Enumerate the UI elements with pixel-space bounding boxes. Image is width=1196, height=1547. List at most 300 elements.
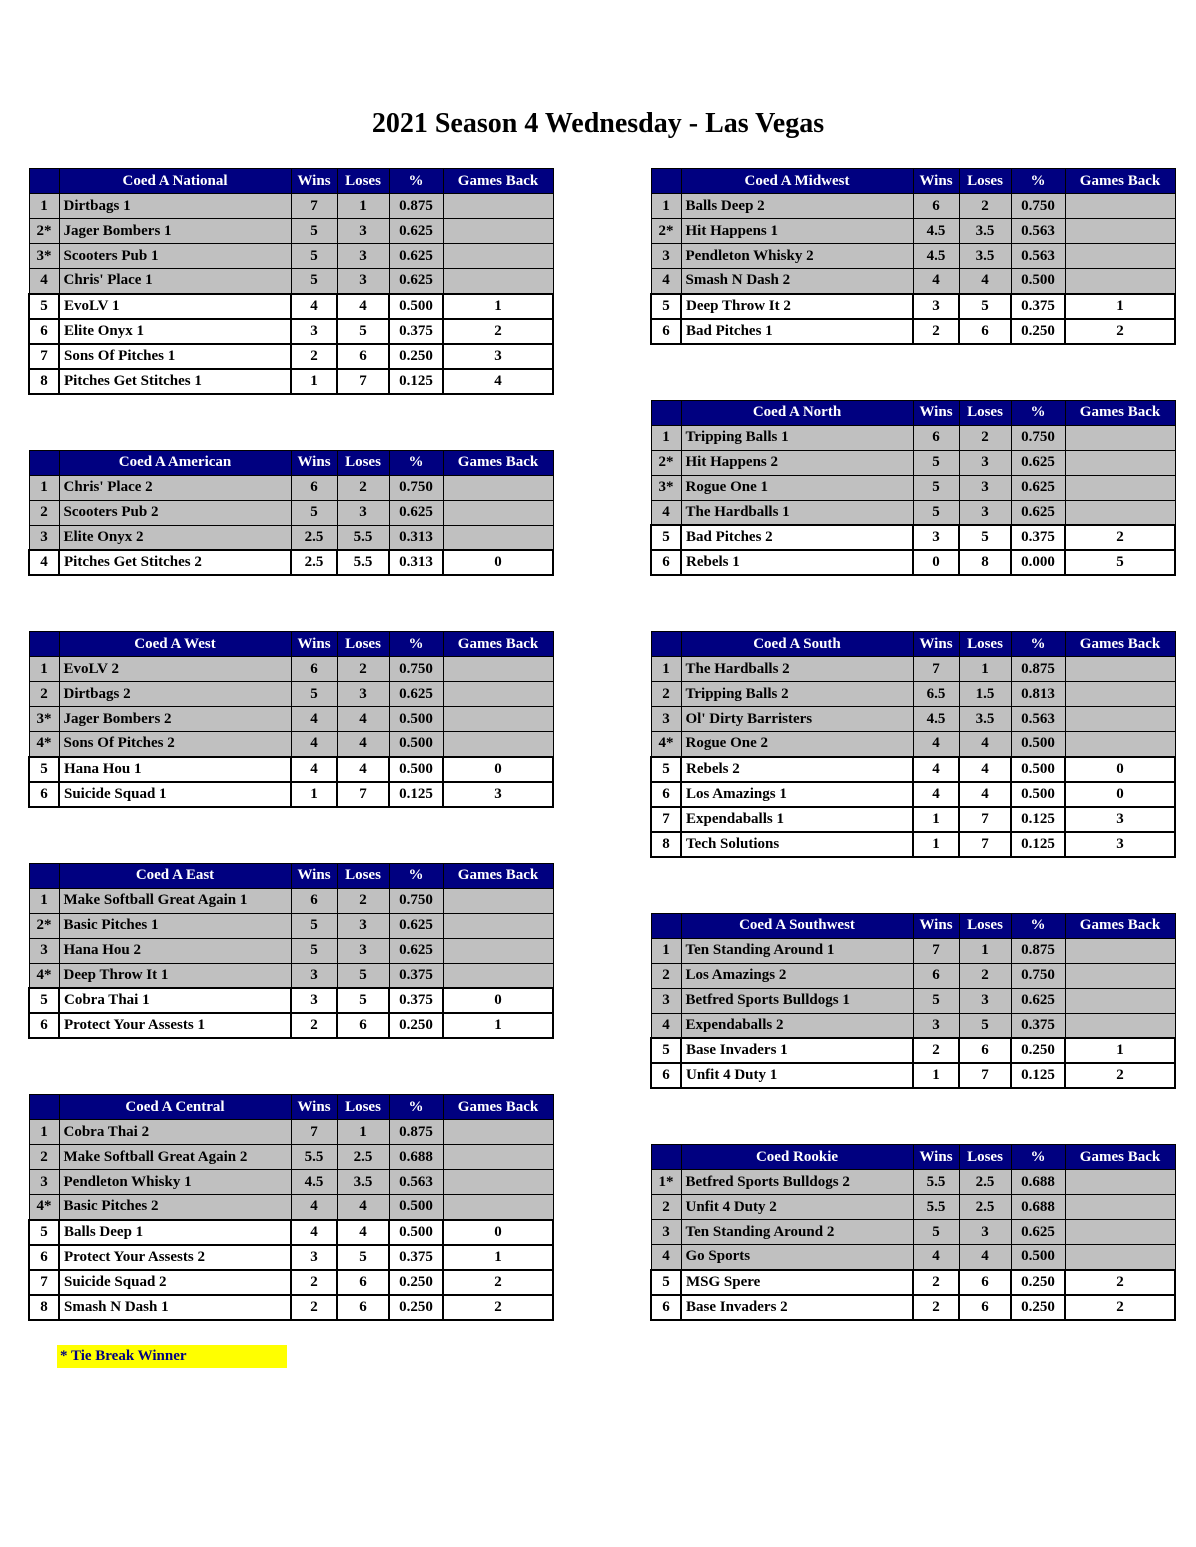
team-name-cell: Expendaballs 1	[681, 807, 913, 832]
header-row	[651, 632, 1175, 657]
rank-cell: 3	[29, 1170, 59, 1195]
loses-cell: 3.5	[959, 219, 1011, 244]
rank-cell: 3*	[29, 244, 59, 269]
games-back-cell	[1065, 194, 1175, 219]
team-name-cell: Tech Solutions	[681, 832, 913, 857]
loses-cell: 4	[959, 732, 1011, 757]
wins-cell: 5	[913, 475, 959, 500]
pct-cell: 0.625	[1011, 500, 1065, 525]
team-name-cell: Tripping Balls 2	[681, 682, 913, 707]
rank-cell: 4	[651, 269, 681, 294]
rank-cell: 6	[29, 1245, 59, 1270]
loses-header: Loses	[959, 913, 1011, 938]
games-back-cell: 2	[1065, 1270, 1175, 1295]
team-row	[29, 988, 553, 1013]
pct-cell: 0.125	[1011, 832, 1065, 857]
team-name-cell: Elite Onyx 2	[59, 525, 291, 550]
games-back-cell	[1065, 475, 1175, 500]
pct-cell: 0.750	[1011, 963, 1065, 988]
wins-header: Wins	[913, 1145, 959, 1170]
loses-cell: 2.5	[959, 1170, 1011, 1195]
pct-cell: 0.625	[389, 682, 443, 707]
rank-cell: 6	[651, 1295, 681, 1320]
division-title: Coed A National	[59, 169, 291, 194]
games-back-header: Games Back	[443, 169, 553, 194]
pct-cell: 0.125	[389, 782, 443, 807]
team-row	[651, 1063, 1175, 1088]
loses-cell: 1	[337, 1120, 389, 1145]
wins-cell: 6	[913, 194, 959, 219]
loses-cell: 7	[337, 369, 389, 394]
loses-cell: 3	[337, 244, 389, 269]
games-back-cell	[443, 1145, 553, 1170]
rank-cell: 6	[29, 1013, 59, 1038]
loses-cell: 4	[337, 294, 389, 319]
standings-table	[650, 913, 1176, 1090]
wins-cell: 3	[913, 1013, 959, 1038]
games-back-header: Games Back	[1065, 400, 1175, 425]
pct-cell: 0.750	[389, 475, 443, 500]
team-row	[29, 782, 553, 807]
pct-cell: 0.875	[1011, 657, 1065, 682]
wins-cell: 6	[291, 475, 337, 500]
team-name-cell: Suicide Squad 2	[59, 1270, 291, 1295]
team-name-cell: Betfred Sports Bulldogs 2	[681, 1170, 913, 1195]
team-row	[651, 525, 1175, 550]
loses-cell: 3	[337, 913, 389, 938]
rank-cell: 1	[651, 425, 681, 450]
loses-cell: 6	[337, 1013, 389, 1038]
tie-break-footnote: * Tie Break Winner	[57, 1345, 287, 1368]
wins-header: Wins	[291, 632, 337, 657]
wins-cell: 3	[291, 988, 337, 1013]
rank-cell: 6	[29, 319, 59, 344]
pct-cell: 0.875	[1011, 938, 1065, 963]
pct-header: %	[389, 169, 443, 194]
rank-cell: 6	[29, 782, 59, 807]
team-name-cell: Elite Onyx 1	[59, 319, 291, 344]
wins-cell: 5.5	[913, 1170, 959, 1195]
loses-cell: 6	[337, 1295, 389, 1320]
team-row	[29, 1295, 553, 1320]
wins-cell: 1	[913, 807, 959, 832]
pct-cell: 0.375	[389, 988, 443, 1013]
team-name-cell: Base Invaders 1	[681, 1038, 913, 1063]
team-row	[29, 475, 553, 500]
games-back-cell	[1065, 425, 1175, 450]
header-row	[651, 400, 1175, 425]
wins-cell: 4	[913, 269, 959, 294]
wins-cell: 0	[913, 550, 959, 575]
pct-cell: 0.563	[1011, 707, 1065, 732]
loses-cell: 5.5	[337, 525, 389, 550]
loses-cell: 2	[959, 963, 1011, 988]
standings-table	[28, 168, 554, 395]
standings-table	[28, 1094, 554, 1321]
header-row	[29, 863, 553, 888]
games-back-cell	[1065, 1013, 1175, 1038]
page-title: 2021 Season 4 Wednesday - Las Vegas	[371, 108, 825, 139]
team-name-cell: Unfit 4 Duty 1	[681, 1063, 913, 1088]
rank-cell: 8	[29, 369, 59, 394]
team-name-cell: Basic Pitches 2	[59, 1195, 291, 1220]
loses-cell: 6	[337, 1270, 389, 1295]
wins-header: Wins	[913, 169, 959, 194]
standings-table	[28, 450, 554, 577]
rank-cell: 8	[651, 832, 681, 857]
team-name-cell: Ol' Dirty Barristers	[681, 707, 913, 732]
wins-cell: 6	[913, 963, 959, 988]
standings-table	[650, 1144, 1176, 1321]
wins-cell: 2	[291, 344, 337, 369]
games-back-cell: 3	[1065, 807, 1175, 832]
rank-cell: 7	[29, 344, 59, 369]
pct-cell: 0.313	[389, 550, 443, 575]
wins-cell: 7	[291, 194, 337, 219]
team-row	[651, 1195, 1175, 1220]
pct-header: %	[1011, 400, 1065, 425]
team-name-cell: Bad Pitches 1	[681, 319, 913, 344]
rank-cell: 4*	[29, 1195, 59, 1220]
team-row	[29, 1170, 553, 1195]
wins-cell: 5	[291, 500, 337, 525]
rank-cell: 5	[651, 1038, 681, 1063]
team-row	[29, 938, 553, 963]
team-row	[651, 807, 1175, 832]
loses-cell: 5	[959, 525, 1011, 550]
team-row	[29, 1013, 553, 1038]
division-title: Coed A North	[681, 400, 913, 425]
rank-cell: 5	[29, 294, 59, 319]
team-name-cell: Basic Pitches 1	[59, 913, 291, 938]
team-row	[29, 194, 553, 219]
team-row	[651, 475, 1175, 500]
rank-header	[651, 169, 681, 194]
team-row	[29, 344, 553, 369]
games-back-header: Games Back	[443, 632, 553, 657]
team-name-cell: Smash N Dash 2	[681, 269, 913, 294]
games-back-cell: 3	[443, 782, 553, 807]
team-row	[651, 269, 1175, 294]
loses-cell: 6	[959, 1295, 1011, 1320]
team-name-cell: Hana Hou 2	[59, 938, 291, 963]
loses-cell: 6	[959, 1270, 1011, 1295]
wins-cell: 5	[291, 913, 337, 938]
team-row	[29, 657, 553, 682]
team-name-cell: Rebels 2	[681, 757, 913, 782]
pct-cell: 0.750	[389, 657, 443, 682]
rank-cell: 1	[29, 1120, 59, 1145]
games-back-cell	[1065, 988, 1175, 1013]
loses-cell: 4	[337, 1195, 389, 1220]
pct-cell: 0.563	[389, 1170, 443, 1195]
team-name-cell: Bad Pitches 2	[681, 525, 913, 550]
games-back-cell: 2	[1065, 1295, 1175, 1320]
games-back-cell	[1065, 1220, 1175, 1245]
pct-header: %	[1011, 169, 1065, 194]
wins-cell: 6	[291, 888, 337, 913]
wins-cell: 2	[913, 319, 959, 344]
wins-cell: 4.5	[913, 219, 959, 244]
team-row	[651, 782, 1175, 807]
wins-cell: 2.5	[291, 525, 337, 550]
team-row	[651, 682, 1175, 707]
division-title: Coed A West	[59, 632, 291, 657]
pct-cell: 0.375	[1011, 294, 1065, 319]
pct-cell: 0.813	[1011, 682, 1065, 707]
pct-cell: 0.563	[1011, 219, 1065, 244]
team-name-cell: Scooters Pub 1	[59, 244, 291, 269]
team-name-cell: Unfit 4 Duty 2	[681, 1195, 913, 1220]
loses-cell: 3.5	[959, 707, 1011, 732]
games-back-cell	[1065, 707, 1175, 732]
games-back-cell: 1	[443, 1245, 553, 1270]
team-row	[651, 194, 1175, 219]
pct-cell: 0.250	[1011, 319, 1065, 344]
loses-cell: 7	[337, 782, 389, 807]
games-back-cell	[1065, 657, 1175, 682]
wins-cell: 5	[291, 269, 337, 294]
team-row	[29, 294, 553, 319]
games-back-cell	[1065, 732, 1175, 757]
loses-cell: 3	[959, 475, 1011, 500]
wins-cell: 5	[291, 682, 337, 707]
wins-cell: 1	[291, 782, 337, 807]
loses-cell: 5	[337, 963, 389, 988]
games-back-cell: 2	[1065, 319, 1175, 344]
team-name-cell: Ten Standing Around 1	[681, 938, 913, 963]
pct-cell: 0.563	[1011, 244, 1065, 269]
pct-cell: 0.500	[1011, 732, 1065, 757]
wins-cell: 7	[913, 938, 959, 963]
games-back-cell	[443, 219, 553, 244]
wins-cell: 4.5	[913, 244, 959, 269]
rank-cell: 7	[651, 807, 681, 832]
team-row	[651, 657, 1175, 682]
pct-header: %	[389, 450, 443, 475]
pct-cell: 0.750	[1011, 425, 1065, 450]
wins-cell: 2	[913, 1038, 959, 1063]
loses-cell: 5	[959, 1013, 1011, 1038]
team-name-cell: Make Softball Great Again 1	[59, 888, 291, 913]
wins-cell: 4.5	[291, 1170, 337, 1195]
team-row	[651, 450, 1175, 475]
games-back-cell	[443, 1120, 553, 1145]
team-row	[651, 832, 1175, 857]
pct-cell: 0.375	[389, 319, 443, 344]
team-name-cell: Hit Happens 1	[681, 219, 913, 244]
loses-header: Loses	[959, 1145, 1011, 1170]
team-row	[29, 525, 553, 550]
team-row	[651, 1220, 1175, 1245]
team-name-cell: Hana Hou 1	[59, 757, 291, 782]
rank-cell: 3	[651, 244, 681, 269]
team-row	[29, 732, 553, 757]
team-name-cell: Base Invaders 2	[681, 1295, 913, 1320]
header-row	[29, 169, 553, 194]
division-title: Coed A East	[59, 863, 291, 888]
team-name-cell: Sons Of Pitches 2	[59, 732, 291, 757]
loses-cell: 3.5	[337, 1170, 389, 1195]
pct-header: %	[1011, 632, 1065, 657]
pct-cell: 0.625	[389, 244, 443, 269]
wins-cell: 7	[913, 657, 959, 682]
team-name-cell: Tripping Balls 1	[681, 425, 913, 450]
pct-cell: 0.875	[389, 1120, 443, 1145]
team-row	[29, 1145, 553, 1170]
team-name-cell: EvoLV 1	[59, 294, 291, 319]
team-row	[651, 1013, 1175, 1038]
loses-cell: 4	[959, 782, 1011, 807]
loses-cell: 6	[959, 1038, 1011, 1063]
pct-cell: 0.750	[389, 888, 443, 913]
games-back-cell: 1	[443, 1013, 553, 1038]
rank-cell: 4	[651, 1013, 681, 1038]
games-back-cell: 0	[443, 757, 553, 782]
games-back-cell: 2	[1065, 525, 1175, 550]
pct-cell: 0.375	[1011, 525, 1065, 550]
team-row	[29, 707, 553, 732]
rank-header	[651, 400, 681, 425]
loses-cell: 3.5	[959, 244, 1011, 269]
games-back-cell: 4	[443, 369, 553, 394]
wins-cell: 2.5	[291, 550, 337, 575]
games-back-cell: 2	[443, 1270, 553, 1295]
standings-table	[650, 168, 1176, 345]
rank-header	[29, 632, 59, 657]
loses-header: Loses	[337, 632, 389, 657]
rank-cell: 4	[651, 1245, 681, 1270]
team-name-cell: Scooters Pub 2	[59, 500, 291, 525]
games-back-cell	[443, 732, 553, 757]
wins-cell: 2	[913, 1270, 959, 1295]
loses-cell: 5	[959, 294, 1011, 319]
rank-cell: 4*	[651, 732, 681, 757]
loses-cell: 5	[337, 319, 389, 344]
loses-cell: 4	[337, 1220, 389, 1245]
team-row	[29, 550, 553, 575]
standings-table	[650, 400, 1176, 577]
rank-cell: 3	[651, 707, 681, 732]
games-back-cell	[443, 475, 553, 500]
rank-cell: 4	[29, 269, 59, 294]
division-title: Coed A Central	[59, 1095, 291, 1120]
rank-cell: 6	[651, 1063, 681, 1088]
rank-cell: 2	[651, 963, 681, 988]
pct-cell: 0.500	[389, 732, 443, 757]
games-back-cell	[1065, 1245, 1175, 1270]
team-row	[651, 1245, 1175, 1270]
pct-header: %	[1011, 913, 1065, 938]
wins-cell: 4	[291, 1220, 337, 1245]
pct-cell: 0.250	[389, 1013, 443, 1038]
rank-cell: 1	[29, 475, 59, 500]
team-name-cell: Rogue One 1	[681, 475, 913, 500]
wins-cell: 1	[291, 369, 337, 394]
loses-cell: 1	[959, 938, 1011, 963]
pct-cell: 0.500	[389, 757, 443, 782]
team-row	[29, 500, 553, 525]
loses-header: Loses	[959, 632, 1011, 657]
team-row	[29, 913, 553, 938]
pct-cell: 0.875	[389, 194, 443, 219]
team-row	[29, 757, 553, 782]
loses-cell: 6	[337, 344, 389, 369]
team-name-cell: Dirtbags 1	[59, 194, 291, 219]
pct-cell: 0.250	[1011, 1270, 1065, 1295]
games-back-cell: 0	[443, 550, 553, 575]
team-name-cell: Sons Of Pitches 1	[59, 344, 291, 369]
loses-cell: 1	[337, 194, 389, 219]
rank-cell: 6	[651, 319, 681, 344]
games-back-cell: 1	[1065, 1038, 1175, 1063]
rank-cell: 1	[651, 194, 681, 219]
team-row	[29, 888, 553, 913]
loses-cell: 3	[959, 450, 1011, 475]
games-back-cell: 5	[1065, 550, 1175, 575]
loses-header: Loses	[337, 1095, 389, 1120]
games-back-cell	[1065, 963, 1175, 988]
rank-cell: 5	[651, 525, 681, 550]
games-back-cell	[443, 657, 553, 682]
team-name-cell: Balls Deep 1	[59, 1220, 291, 1245]
wins-header: Wins	[291, 169, 337, 194]
games-back-cell	[443, 938, 553, 963]
wins-cell: 4	[291, 707, 337, 732]
wins-cell: 4	[291, 732, 337, 757]
team-name-cell: Deep Throw It 2	[681, 294, 913, 319]
rank-cell: 3*	[651, 475, 681, 500]
rank-cell: 8	[29, 1295, 59, 1320]
header-row	[29, 1095, 553, 1120]
wins-cell: 4	[913, 757, 959, 782]
rank-cell: 2	[651, 1195, 681, 1220]
team-row	[651, 550, 1175, 575]
rank-header	[29, 1095, 59, 1120]
team-row	[29, 1270, 553, 1295]
loses-cell: 3	[959, 988, 1011, 1013]
games-back-header: Games Back	[443, 863, 553, 888]
pct-header: %	[1011, 1145, 1065, 1170]
rank-cell: 5	[29, 988, 59, 1013]
wins-cell: 4	[913, 1245, 959, 1270]
wins-header: Wins	[913, 913, 959, 938]
loses-header: Loses	[959, 169, 1011, 194]
team-row	[29, 1195, 553, 1220]
division-title: Coed Rookie	[681, 1145, 913, 1170]
loses-cell: 3	[337, 500, 389, 525]
rank-cell: 5	[651, 1270, 681, 1295]
pct-cell: 0.125	[1011, 1063, 1065, 1088]
team-row	[651, 1295, 1175, 1320]
standings-table	[28, 631, 554, 808]
wins-header: Wins	[913, 632, 959, 657]
games-back-cell	[443, 244, 553, 269]
division-title: Coed A Midwest	[681, 169, 913, 194]
team-name-cell: Jager Bombers 2	[59, 707, 291, 732]
pct-cell: 0.313	[389, 525, 443, 550]
rank-cell: 1	[651, 938, 681, 963]
standings-table	[650, 631, 1176, 858]
wins-cell: 3	[291, 319, 337, 344]
loses-cell: 8	[959, 550, 1011, 575]
wins-cell: 7	[291, 1120, 337, 1145]
pct-cell: 0.375	[389, 963, 443, 988]
wins-cell: 1	[913, 1063, 959, 1088]
games-back-header: Games Back	[1065, 632, 1175, 657]
games-back-cell	[1065, 450, 1175, 475]
team-row	[29, 963, 553, 988]
